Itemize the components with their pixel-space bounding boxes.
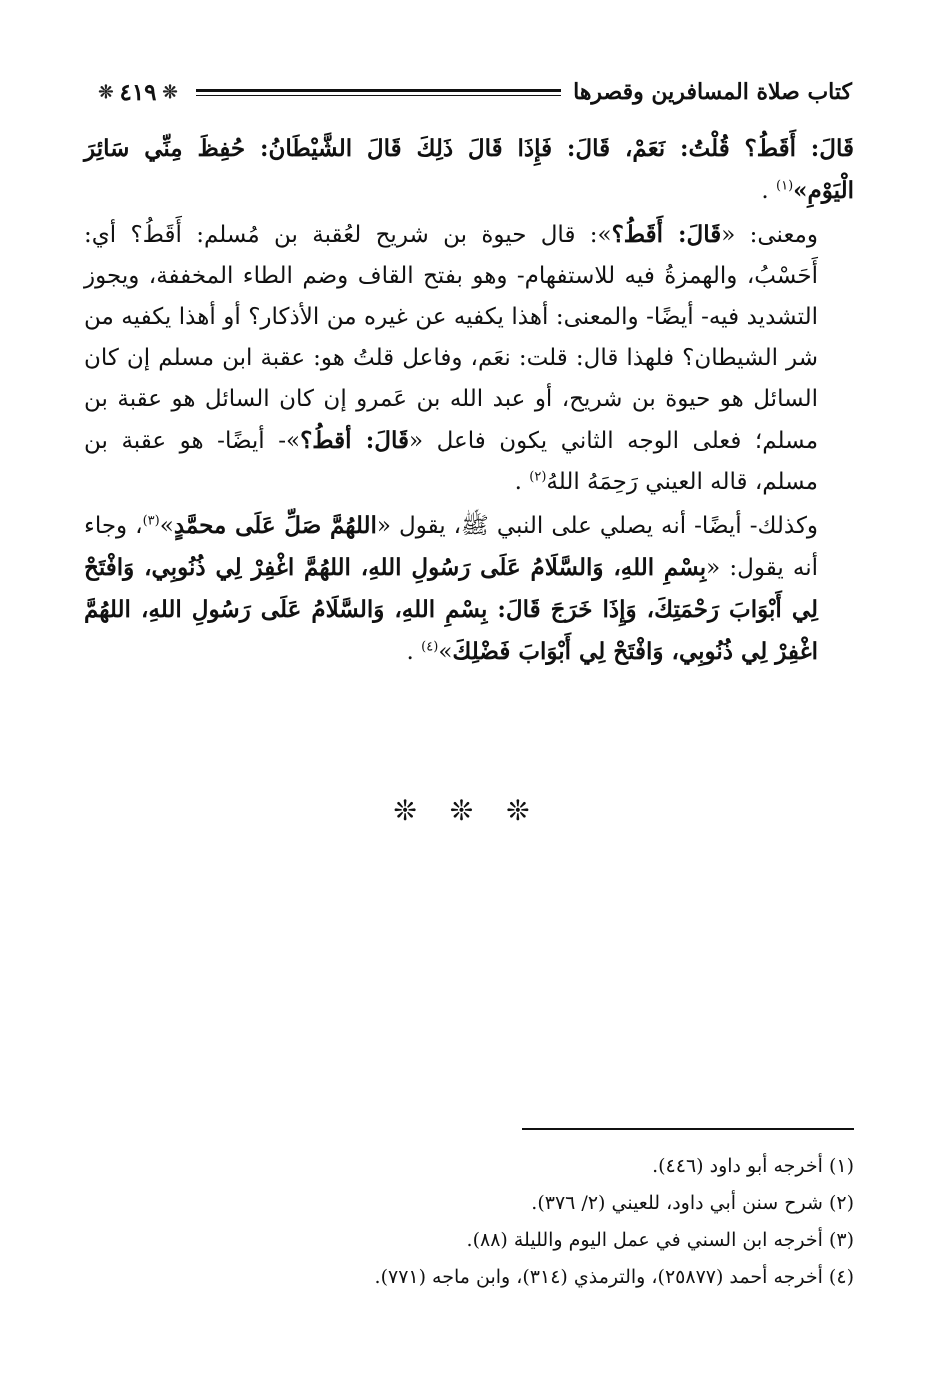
footnote-ref-1: (١) xyxy=(776,178,794,194)
text-run: . xyxy=(406,639,422,665)
footnote-4: (٤) أخرجه أحمد (٢٥٨٧٧)، والترمذي (٣١٤)، وابن ماجه (٧٧١). xyxy=(374,1266,854,1288)
text-run: . xyxy=(761,178,777,204)
header-rule xyxy=(196,89,561,96)
page-number-box xyxy=(92,72,184,112)
text-run: وكذلك- أيضًا- أنه يصلي على النبي ﷺ، يقول « xyxy=(376,513,818,539)
text-run: ومعنى: « xyxy=(721,222,818,248)
quoted-term: قَالَ: أَقَطُ؟ xyxy=(611,221,722,248)
main-text xyxy=(84,128,854,673)
text-run: ، وجاء أنه يقول: « xyxy=(84,513,818,581)
running-title: كتاب صلاة المسافرين وقصرها xyxy=(573,79,852,105)
hadith-quote: بِسْمِ اللهِ، وَالسَّلَامُ عَلَى رَسُولِ اللهِ، اللهُمَّ اغْفِرْ لِي ذُنُوبِي، وَافْتَحْ لِي أَبْوَابَ رَحْمَتِكَ، وَإِذَا خَرَجَ قَالَ: بِسْمِ اللهِ، وَالسَّلَامُ عَلَى رَسُولِ اللهِ، اللهُمَّ اغْفِرْ لِي ذُنُوبِي، وَافْتَحْ لِي أَبْوَابَ فَضْلِكَ xyxy=(84,554,818,665)
footnotes xyxy=(84,1148,854,1296)
footnote-3: (٣) أخرجه ابن السني في عمل اليوم والليلة (٨٨). xyxy=(466,1229,854,1251)
text-run: » xyxy=(438,639,453,665)
ornament-right-icon: ❊ xyxy=(162,81,178,103)
footnote-2: (٢) شرح سنن أبي داود، للعيني (٢/ ٣٧٦). xyxy=(531,1192,854,1214)
page-number: ٤١٩ xyxy=(119,78,157,106)
footnote-ref-2: (٢) xyxy=(529,469,547,485)
text-run: »- أيضًا- هو عقبة بن مسلم، قاله العيني رَحِمَهُ اللهُ xyxy=(84,428,818,495)
paragraph-2 xyxy=(84,214,854,503)
footnote-1: (١) أخرجه أبو داود (٤٤٦). xyxy=(652,1155,854,1177)
section-separator-icon: ❊ ❊ ❊ xyxy=(393,794,542,827)
quoted-term: قَالَ: أقطُ؟ xyxy=(300,427,409,454)
paragraph-1 xyxy=(84,128,854,212)
hadith-quote: قَالَ: أَقَطُ؟ قُلْتُ: نَعَمْ، قَالَ: فَإِذَا قَالَ ذَلِكَ قَالَ الشَّيْطَانُ: حُفِظَ مِنِّي سَائِرَ الْيَوْمِ» xyxy=(84,135,854,204)
footnote-ref-4: (٤) xyxy=(421,639,439,655)
page-header xyxy=(92,66,852,118)
text-run: »: قال حيوة بن شريح لعُقبة بن مُسلم: أَقَطُ؟ أي: أَحَسْبُ، والهمزةُ فيه للاستفهام- وهو بفتح القاف وضم الطاء المخففة، ويجوز التشديد فيه- أيضًا- والمعنى: أهذا يكفيه عن غيره من الأذكار؟ أو أهذا يكفيه من شر الشيطان؟ فلهذا قال: قلت: نعَم، وفاعل قلتُ هو: عقبة ابن مسلم إن كان السائل هو حيوة بن شريح، أو عبد الله بن عَمرو إن كان السائل هو عقبة بن مسلم؛ فعلى الوجه الثاني يكون فاعل « xyxy=(84,222,819,454)
footnote-divider xyxy=(522,1128,854,1130)
text-run: . xyxy=(514,469,530,495)
text-run: » xyxy=(159,513,174,539)
footnote-ref-3: (٣) xyxy=(142,513,160,529)
hadith-quote: اللهُمَّ صَلِّ عَلَى محمَّدٍ xyxy=(173,512,377,539)
paragraph-3 xyxy=(84,505,854,673)
ornament-left-icon: ❊ xyxy=(98,81,114,103)
